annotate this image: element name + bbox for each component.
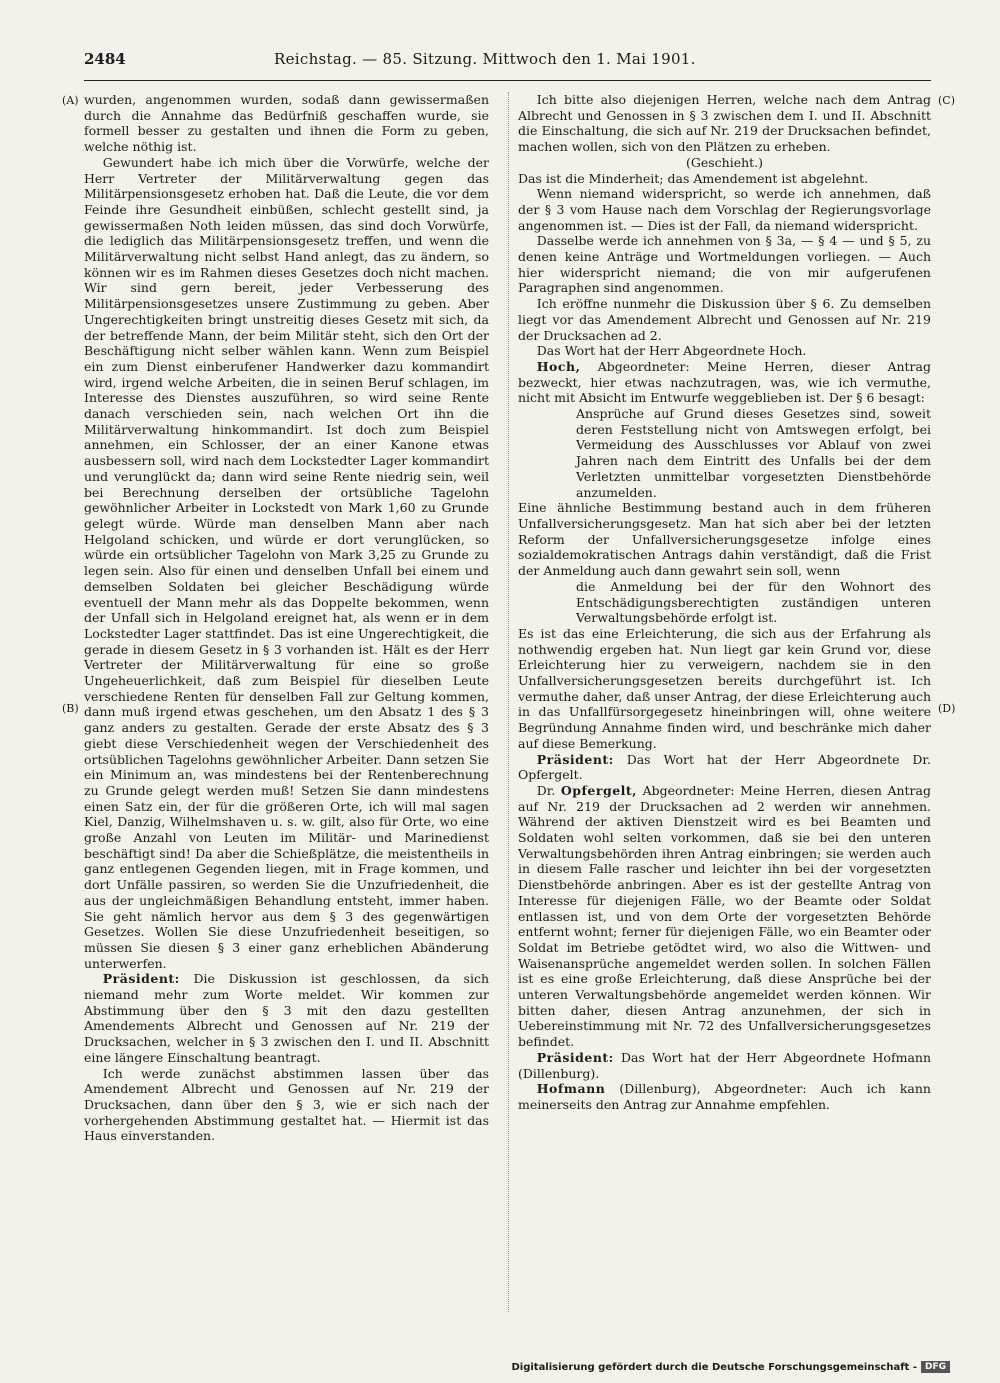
paragraph: Ich bitte also diejenigen Herren, welche nach dem Antrag Albrecht und Genossen in § 3 zwischen dem I. und II. Abschnitt die Einschaltung, die sich auf Nr. 219 der Drucksachen befindet, machen wollen, sich von den Plätzen zu erheben.	[518, 92, 931, 155]
speech-praesident	[84, 971, 489, 1065]
speech-text: Abgeordneter: Meine Herren, diesen Antrag auf Nr. 219 der Drucksachen ad 2 werden wir annehmen. Während der aktiven Dienstzeit wird es bei Beamten und Soldaten wohl selten vorkommen, daß sie bei den unteren Verwaltungsbehörden ihren Antrag einbringen; sie werden auch in diesem Falle rascher und leichter ihn bei der vorgesetzten Dienstbehörde anbringen. Aber es ist der gestellte Antrag von Interesse für diejenigen Fälle, wo der Beamte oder Soldat entlassen ist, und von dem Orte der vorgesetzten Behörde entfernt wohnt; ferner für diejenigen Fälle, wo ein Beamter oder Soldat im Betriebe getödtet wird, wo also die Wittwen- und Waisenansprüche angemeldet werden sollen. In solchen Fällen ist es eine große Erleichterung, daß diese Ansprüche bei der unteren Verwaltungsbehörde angemeldet werden können. Wir bitten daher, diesen Antrag anzunehmen, der sich in Uebereinstimmung mit Nr. 72 des Unfallversicherungsgesetzes befindet.	[518, 782, 931, 1050]
page-number: 2484	[84, 50, 126, 68]
speech-text: Das Wort hat der Herr Abgeordnete Dr. Opfergelt.	[518, 751, 931, 783]
marker-c: (C)	[938, 94, 955, 107]
paragraph: Gewundert habe ich mich über die Vorwürfe, welche der Herr Vertreter der Militärverwaltung gegen das Militärpensionsgesetz erhoben hat. Daß die Leute, die vor dem Feinde ihre Gesundheit einbüßen, schlecht gestellt sind, ja gewissermaßen Noth leiden müssen, das sind doch Vorwürfe, die lediglich das Militärpensionsgesetz treffen, und wenn die Militärverwaltung nicht selbst Hand anlegt, das zu ändern, so können wir es im Rahmen dieses Gesetzes doch nicht machen. Wir sind gern bereit, jeder Verbesserung des Militärpensionsgesetzes unsere Zustimmung zu geben. Aber Ungerechtigkeiten bringt unstreitig dieses Gesetz mit sich, da der betreffende Mann, der beim Militär steht, sich den Ort der Beschäftigung nicht selber wählen kann. Wenn zum Beispiel ein zum Dienst einberufener Handwerker dazu kommandirt wird, irgend welche Arbeiten, die in seinen Beruf schlagen, im Interesse des Dienstes auszuführen, so wird seine Rente danach verschieden sein, nach welchen Ort ihn die Militärverwaltung hinkommandirt. Ist doch zum Beispiel annehmen, ein Schlosser, der an einer Kanone etwas ausbessern soll, wird nach dem Lockstedter Lager kommandirt und verunglückt da; dann wird seine Rente niedrig sein, weil bei Berechnung derselben der ortsübliche Tagelohn gewöhnlicher Arbeiter in Lockstedt von Mark 1,60 zu Grunde gelegt würde. Würde man denselben Mann aber nach Helgoland schicken, und würde er dort verunglücken, so würde ein ortsüblicher Tagelohn von Mark 3,25 zu Grunde zu legen sein. Also für einen und denselben Unfall bei einem und demselben Soldaten bei gleicher Beschädigung würde eventuell der Mann mehr als das Doppelte bekommen, wenn der Unfall sich in Helgoland ereignet hat, als wenn er in dem Lockstedter Lager stattfindet. Das ist eine Ungerechtigkeit, die gerade in diesem Gesetz in § 3 vorhanden ist. Hält es der Herr Vertreter der Militärverwaltung für eine so große Ungeheuerlichkeit, daß zum Beispiel für dieselben Leute verschiedene Renten für denselben Fall zur Geltung kommen, dann muß irgend etwas geschehen, um den Absatz 1 des § 3 ganz anders zu gestalten. Gerade der erste Absatz des § 3 giebt diese Verschiedenheit wegen der Verschiedenheit des ortsüblichen Tagelohns gewöhnlicher Arbeiter. Dann setzen Sie ein Minimum an, was mindestens bei der Rentenberechnung zu Grunde gelegt werden muß! Setzen Sie dann mindestens einen Satz ein, der für die größeren Orte, ich will mal sagen Kiel, Danzig, Wilhelmshaven u. s. w. gilt, also für Orte, wo eine große Anzahl von Leuten im Militär- und Marinedienst beschäftigt sind! Da aber die Schießplätze, die meistentheils in ganz entlegenen Gegenden liegen, mit in Frage kommen, und dort Unfälle passiren, so werden Sie die Unzufriedenheit, die aus der ungleichmäßigen Behandlung entsteht, immer haben. Sie geht nämlich hervor aus dem § 3 des gegenwärtigen Gesetzes. Wollen Sie diese Unzufriedenheit beseitigen, so müssen Sie diesen § 3 einer ganz erheblichen Abänderung unterwerfen.	[84, 154, 489, 971]
marker-b: (B)	[62, 702, 79, 715]
speech-hoch	[518, 359, 931, 406]
left-column	[84, 92, 489, 1144]
paragraph: Dasselbe werde ich annehmen von § 3a, — § 4 — und § 5, zu denen keine Anträge und Wortmeldungen vorliegen. — Auch hier widerspricht niemand; die von mir aufgerufenen Paragraphen sind angenommen.	[518, 233, 931, 296]
stage-direction: (Geschieht.)	[685, 154, 764, 170]
marker-a: (A)	[62, 94, 79, 107]
right-column	[518, 92, 931, 1113]
paragraph: Ich werde zunächst abstimmen lassen über das Amendement Albrecht und Genossen auf Nr. 219 der Drucksachen, dann über den § 3, wie er sich nach der vorhergehenden Abstimmung gestaltet hat. — Hiermit ist das Haus einverstanden.	[84, 1065, 489, 1144]
law-quote: Ansprüche auf Grund dieses Gesetzes sind, soweit deren Feststellung nicht von Amtswegen erfolgt, bei Vermeidung des Ausschlusses vor Ablauf von zwei Jahren nach dem Eintritt des Unfalls bei der dem Verletzten unmittelbar vorgesetzten Dienstbehörde anzumelden.	[576, 406, 931, 500]
running-title: Reichstag. — 85. Sitzung. Mittwoch den 1. Mai 1901.	[274, 50, 696, 68]
header-rule	[84, 80, 931, 81]
paragraph: Das Wort hat der Herr Abgeordnete Hoch.	[536, 343, 807, 359]
paragraph: Ich eröffne nunmehr die Diskussion über § 6. Zu demselben liegt vor das Amendement Albrecht und Genossen auf Nr. 219 der Drucksachen ad 2.	[518, 296, 931, 343]
law-quote: die Anmeldung bei der für den Wohnort des Entschädigungsberechtigten zuständigen unteren Verwaltungsbehörde erfolgt ist.	[576, 578, 931, 626]
speaker-name: Opfergelt,	[560, 782, 638, 798]
paragraph: Wenn niemand widerspricht, so werde ich annehmen, daß der § 3 vom Hause nach dem Vorschlag der Regierungsvorlage angenommen ist. — Dies ist der Fall, da niemand widerspricht.	[518, 186, 931, 233]
speech-text: Die Diskussion ist geschlossen, da sich niemand mehr zum Worte meldet. Wir kommen zur Abstimmung über den § 3 mit den dazu gestellten Amendements Albrecht und Genossen auf Nr. 219 der Drucksachen, welcher in § 3 zwischen den I. und II. Abschnitt eine längere Einschaltung beantragt.	[84, 971, 489, 1065]
speech-hofmann	[518, 1081, 931, 1112]
speech-text: Abgeordneter: Meine Herren, dieser Antrag bezweckt, hier etwas nachzutragen, was, wie ich vermuthe, nicht mit Absicht im Entwurfe weggeblieben ist. Der § 6 besagt:	[518, 358, 931, 406]
column-separator	[508, 92, 509, 1312]
digitization-footer	[511, 1361, 950, 1373]
page-header	[84, 50, 931, 72]
speech-text: Das Wort hat der Herr Abgeordnete Hofmann (Dillenburg).	[518, 1049, 931, 1081]
paragraph: wurden, angenommen wurden, sodaß dann gewissermaßen durch die Annahme das Bedürfniß geschaffen wurde, sie formell besser zu gestalten und ihnen die Form zu geben, welche nöthig ist.	[84, 92, 489, 155]
speech-opfergelt	[518, 783, 931, 1050]
speech-praesident	[518, 752, 931, 783]
funding-note: Digitalisierung gefördert durch die Deutsche Forschungsgemeinschaft -	[511, 1361, 917, 1373]
speech-praesident	[518, 1050, 931, 1081]
paragraph: Es ist das eine Erleichterung, die sich aus der Erfahrung als nothwendig ergeben hat. Nun liegt gar kein Grund vor, diese Erleichterung hier zu verweigern, nachdem sie in den Unfallversicherungsgesetzen bereits durchgeführt ist. Ich vermuthe daher, daß unser Antrag, der diese Erleichterung auch in das Unfallfürsorgegesetz hineinbringen will, ohne weitere Begründung Annahme finden wird, und beschränke mich daher auf diese Bemerkung.	[518, 625, 931, 751]
speaker-name: Präsident:	[536, 1049, 614, 1065]
speech-text: (Dillenburg), Abgeordneter: Auch ich kann meinerseits den Antrag zur Annahme empfehlen.	[518, 1081, 931, 1112]
dfg-logo: DFG	[921, 1361, 950, 1373]
paragraph: Das ist die Minderheit; das Amendement ist abgelehnt.	[518, 170, 869, 186]
speaker-name: Hoch,	[536, 358, 581, 374]
marker-d: (D)	[938, 702, 956, 715]
speaker-name: Präsident:	[536, 751, 614, 767]
speaker-name: Präsident:	[102, 971, 180, 987]
paragraph: Eine ähnliche Bestimmung bestand auch in dem früheren Unfallversicherungsgesetz. Man hat sich aber bei der letzten Reform der Unfallversicherungsgesetze infolge eines sozialdemokratischen Antrags dahin verständigt, daß die Frist der Anmeldung auch dann gewahrt sein soll, wenn	[518, 500, 931, 579]
speaker-title: Dr.	[536, 782, 561, 798]
speaker-name: Hofmann	[536, 1081, 606, 1097]
